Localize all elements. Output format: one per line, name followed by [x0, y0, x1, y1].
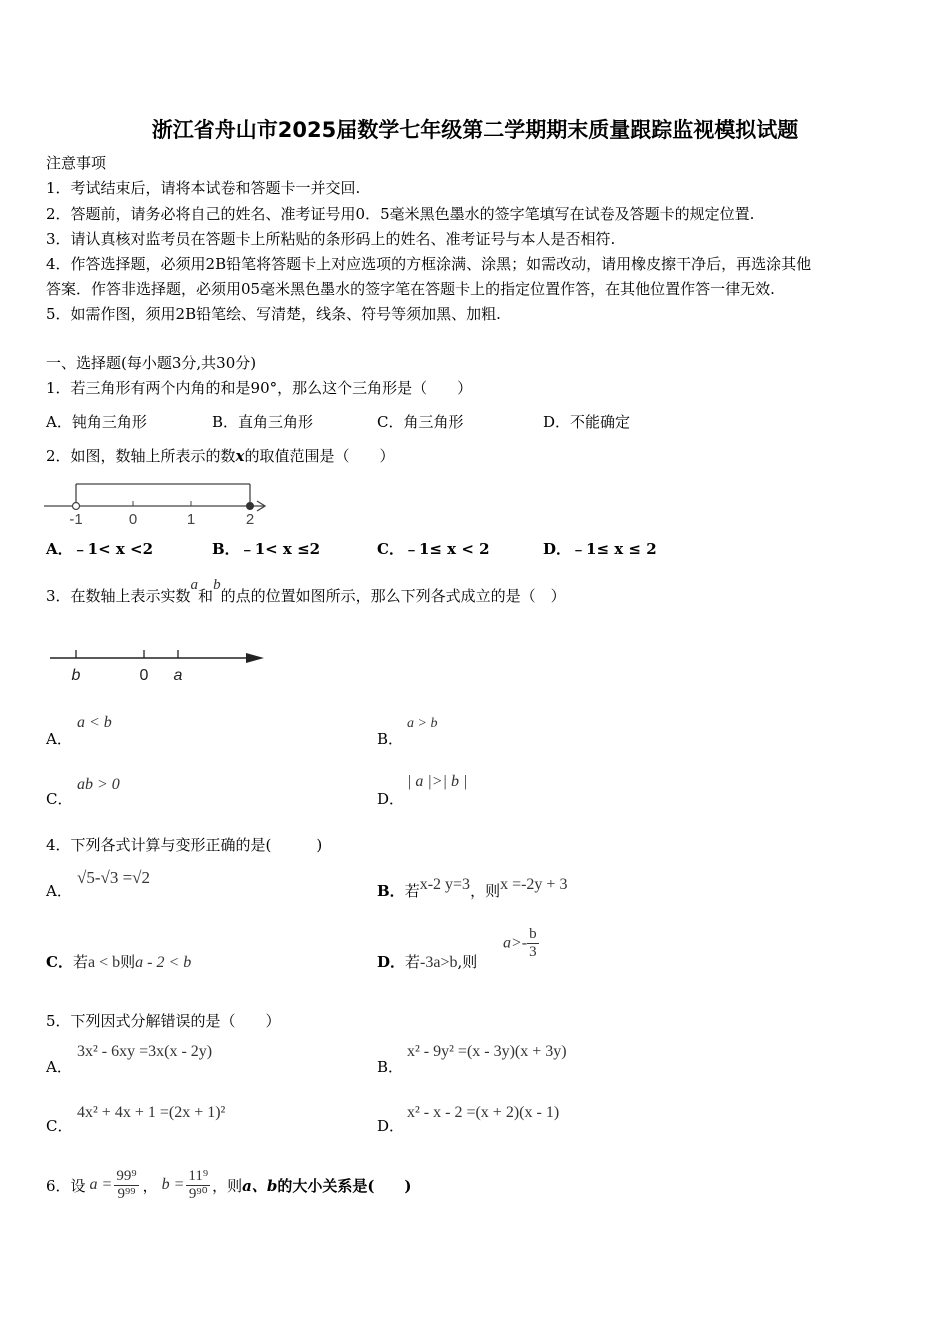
q3-label-b: b: [71, 667, 81, 684]
q3-axis-arrow: [246, 653, 264, 663]
q2-option-b-letter: B．: [212, 540, 240, 558]
q4-option-c-expr1: a < b: [87, 954, 121, 971]
q4-option-d-lhs: a>-: [503, 934, 528, 952]
q4-option-c: [46, 951, 191, 972]
q2-closed-point: [247, 503, 254, 510]
q5-option-a-expr: 3x² - 6xy =3x(x - 2y): [77, 1043, 213, 1060]
q5-stem: 5．下列因式分解错误的是（ ）: [46, 1012, 281, 1030]
q6-post2: 的大小关系是( ): [277, 1176, 412, 1195]
q3-var-a: a: [190, 577, 199, 593]
notes-heading: 注意事项: [46, 154, 107, 172]
q2-option-c-letter: C．: [377, 540, 404, 558]
q3-var-b: b: [213, 577, 221, 593]
q4-stem: 4．下列各式计算与变形正确的是( ): [46, 836, 323, 854]
q4-option-b: [377, 876, 568, 901]
q3-option-c-letter: C．: [46, 790, 73, 808]
q1-stem: 1．若三角形有两个内角的和是90°，那么这个三角形是（ ）: [46, 379, 473, 397]
q2-option-b-text: ﹣1< x ≤2: [239, 540, 321, 558]
q2-stem-text-b: 的取值范围是（ ）: [244, 447, 395, 465]
q2-option-a: [46, 538, 153, 559]
q2-option-c: [377, 538, 490, 559]
q4-option-a-letter: A．: [46, 882, 72, 900]
q1-option-d: D．不能确定: [543, 413, 631, 431]
q2-option-a-text: ﹣1< x <2: [72, 540, 154, 558]
q6-vars: a、b: [242, 1176, 278, 1195]
q1-option-c: C．角三角形: [377, 413, 464, 431]
q5-option-c-letter: C．: [46, 1117, 73, 1135]
q4-option-b-mid: ，则: [470, 882, 501, 900]
q2-option-d-letter: D．: [543, 540, 572, 558]
note-item-2: 2．答题前，请务必将自己的姓名、准考证号用0．5毫米黑色墨水的签字笔填写在试卷及答题卡的规定位置.: [46, 205, 755, 223]
q3-number-line: [46, 640, 271, 690]
q4-option-b-letter: B．: [377, 882, 405, 900]
q5-option-d-expr: x² - x - 2 =(x + 2)(x - 1): [407, 1104, 560, 1121]
q5-option-b-letter: B．: [377, 1058, 404, 1076]
q4-option-a-expr: √5-√3 =√2: [77, 868, 150, 887]
section-heading: 一、选择题(每小题3分,共30分): [46, 354, 257, 372]
q4-option-d-letter: D．: [377, 953, 406, 971]
q4-option-c-mid: 则: [120, 953, 136, 971]
q3-stem: [46, 577, 566, 606]
q6-a-lhs: a =: [89, 1176, 113, 1193]
q4-option-b-pre: 若: [404, 882, 420, 900]
q6-b-den: 9⁹⁰: [188, 1185, 208, 1202]
note-item-5: 5．如需作图，须用2B铅笔绘、写清楚，线条、符号等须加黑、加粗.: [46, 305, 501, 323]
q4-option-d-den: 3: [529, 944, 537, 960]
q4-option-d-mid: ,则: [457, 953, 478, 971]
note-item-4-cont: 答案．作答非选择题，必须用05毫米黑色墨水的签字笔在答题卡上的指定位置作答，在其他位置作答一律无效.: [46, 280, 775, 298]
q3-stem-text-b: 的点的位置如图所示，那么下列各式成立的是（ ）: [220, 587, 566, 605]
q3-label-0: 0: [139, 667, 149, 684]
q4-option-d: [377, 951, 477, 972]
q3-stem-and: 和: [198, 587, 214, 605]
q6-b-lhs: b =: [161, 1176, 185, 1193]
q2-option-c-text: ﹣1≤ x < 2: [403, 540, 490, 558]
q4-option-c-pre: 若: [72, 953, 88, 971]
q2-option-d: [543, 538, 657, 559]
q2-option-a-letter: A．: [46, 540, 73, 558]
q2-option-d-text: ﹣1≤ x ≤ 2: [571, 540, 657, 558]
q4-option-c-expr2: a - 2 < b: [135, 954, 192, 971]
q4-option-c-letter: C．: [46, 953, 73, 971]
q3-option-d-expr: | a |>| b |: [407, 773, 468, 790]
q3-option-a-letter: A．: [46, 730, 72, 748]
q3-stem-text-a: 3．在数轴上表示实数: [46, 587, 191, 605]
page-title: 浙江省舟山市2025届数学七年级第二学期期末质量跟踪监视模拟试题: [151, 118, 799, 142]
q1-option-a: A．钝角三角形: [46, 413, 147, 431]
q4-option-d-num: b: [529, 926, 537, 942]
note-item-4: 4．作答选择题，必须用2B铅笔将答题卡上对应选项的方框涂满、涂黑；如需改动，请用橡皮擦干净后，再选涂其他: [46, 255, 812, 273]
q5-option-a-letter: A．: [46, 1058, 72, 1076]
q2-label-0: 0: [128, 511, 138, 528]
q2-var: x: [235, 447, 245, 465]
q1-option-b: B．直角三角形: [212, 413, 314, 431]
note-item-1: 1．考试结束后，请将本试卷和答题卡一并交回.: [46, 179, 361, 197]
q4-option-d-pre: 若: [405, 953, 421, 971]
q6-pre: 6．设: [46, 1176, 86, 1195]
q6-stem: [46, 1160, 412, 1210]
q2-label-2: 2: [245, 511, 255, 528]
q3-option-b-letter: B．: [377, 730, 404, 748]
q6-a-fraction: [114, 1168, 138, 1203]
q2-label-1: 1: [186, 511, 196, 528]
q3-option-b-expr: a > b: [407, 716, 438, 731]
q6-b-fraction: [186, 1168, 210, 1203]
q4-option-d-fraction: [527, 926, 539, 961]
q5-option-d-letter: D．: [377, 1117, 405, 1135]
q3-option-a-expr: a < b: [77, 714, 112, 731]
q6-sep: ，: [142, 1176, 158, 1195]
q4-option-b-expr1: x-2 y=3: [419, 876, 471, 893]
q3-option-d-letter: D．: [377, 790, 405, 808]
q4-option-b-expr2: x =-2y + 3: [500, 876, 568, 893]
q6-b-num: 11⁹: [188, 1167, 209, 1184]
q2-number-line: [44, 470, 274, 530]
q5-option-b-expr: x² - 9y² =(x - 3y)(x + 3y): [407, 1043, 567, 1060]
q6-a-num: 99⁹: [116, 1167, 137, 1184]
q2-stem: [46, 445, 395, 466]
q2-option-b: [212, 538, 320, 559]
q4-option-d-rhs: [503, 926, 539, 961]
q3-option-c-expr: ab > 0: [77, 776, 120, 793]
q2-stem-text-a: 2．如图，数轴上所表示的数: [46, 447, 236, 465]
q5-option-c-expr: 4x² + 4x + 1 =(2x + 1)²: [77, 1104, 226, 1121]
q3-label-a: a: [173, 667, 183, 684]
note-item-3: 3．请认真核对监考员在答题卡上所粘贴的条形码上的姓名、准考证号与本人是否相符.: [46, 230, 616, 248]
q4-option-d-expr1: -3a>b: [420, 954, 458, 971]
q2-open-point: [73, 503, 80, 510]
q2-label-neg1: -1: [69, 511, 83, 528]
q6-post: ，则: [212, 1176, 243, 1195]
q6-a-den: 9⁹⁹: [117, 1185, 136, 1202]
